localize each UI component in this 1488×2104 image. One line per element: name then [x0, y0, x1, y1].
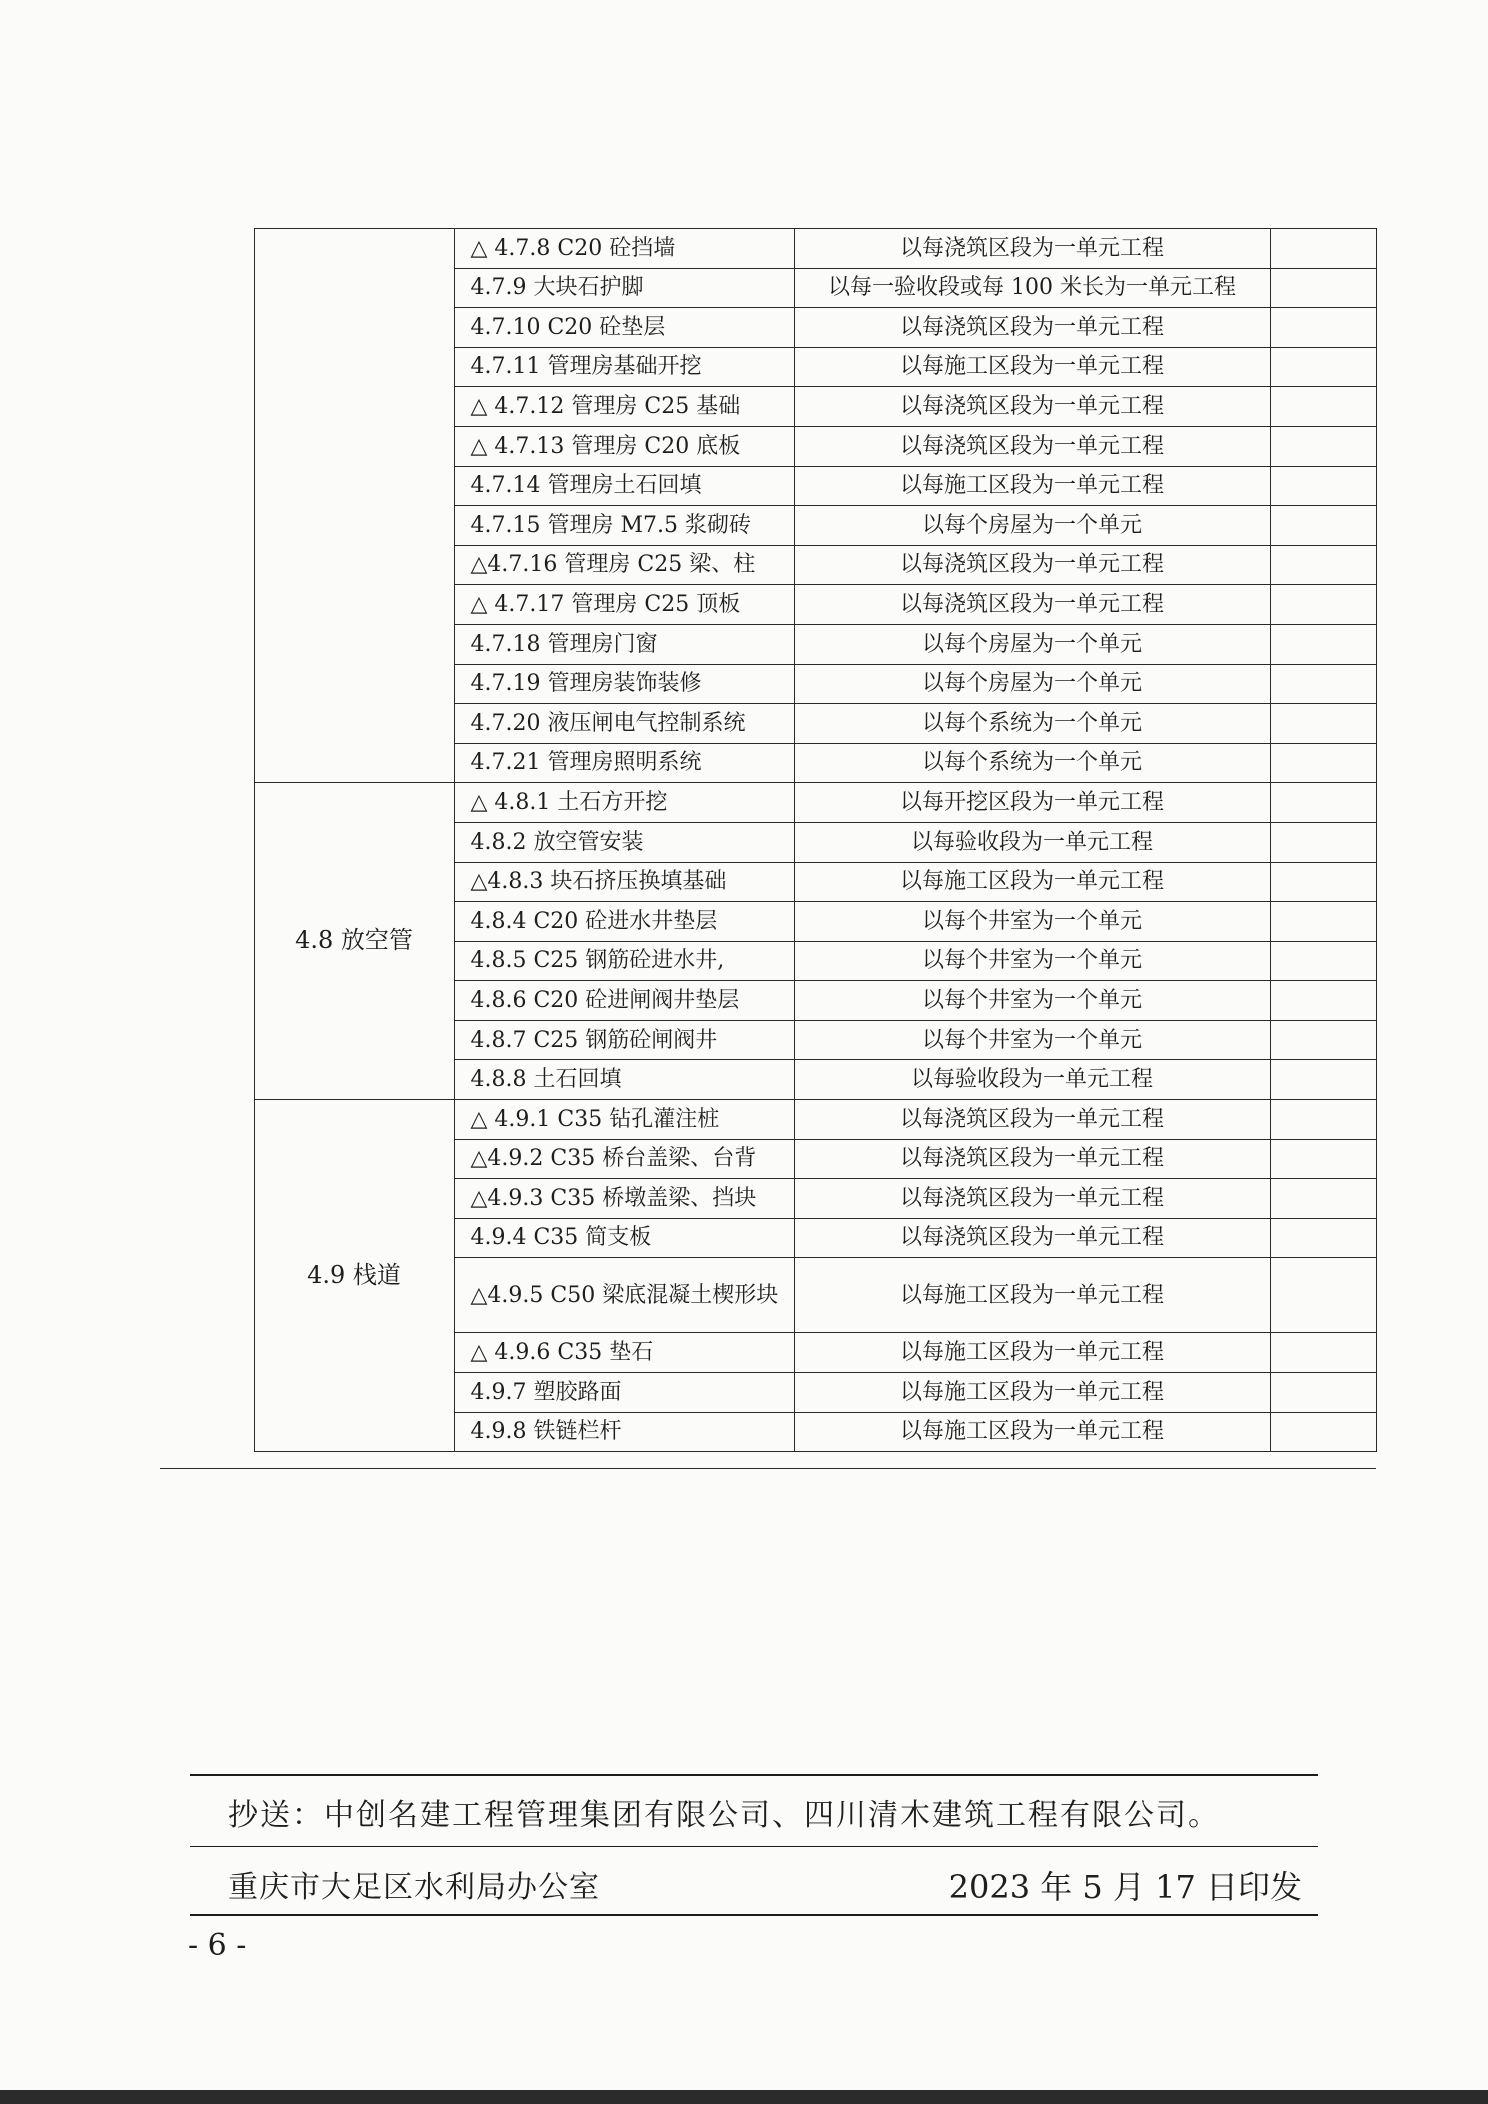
remarks-cell	[1270, 783, 1376, 823]
table-bottom-border	[160, 1468, 1376, 1469]
item-name-cell: 4.7.19 管理房装饰装修	[454, 664, 794, 704]
remarks-cell	[1270, 506, 1376, 546]
unit-division-cell: 以每浇筑区段为一单元工程	[794, 387, 1270, 427]
remarks-cell	[1270, 902, 1376, 942]
item-name-cell: 4.7.15 管理房 M7.5 浆砌砖	[454, 506, 794, 546]
item-name-cell: 4.8.7 C25 钢筋砼闸阀井	[454, 1020, 794, 1060]
remarks-cell	[1270, 862, 1376, 902]
unit-division-cell: 以每开挖区段为一单元工程	[794, 783, 1270, 823]
remarks-cell	[1270, 1139, 1376, 1179]
footer-bottom-rule	[190, 1914, 1318, 1916]
item-name-cell: 4.8.8 土石回填	[454, 1060, 794, 1100]
unit-division-cell: 以每个系统为一个单元	[794, 743, 1270, 783]
unit-division-cell: 以每施工区段为一单元工程	[794, 347, 1270, 387]
unit-division-cell: 以每个井室为一个单元	[794, 941, 1270, 981]
remarks-cell	[1270, 664, 1376, 704]
unit-division-cell: 以每个房屋为一个单元	[794, 664, 1270, 704]
group-label-cell	[254, 229, 454, 783]
item-name-cell: 4.7.14 管理房土石回填	[454, 466, 794, 506]
remarks-cell	[1270, 624, 1376, 664]
item-name-cell: △ 4.9.1 C35 钻孔灌注桩	[454, 1100, 794, 1140]
footer-top-rule	[190, 1774, 1318, 1776]
item-name-cell: 4.7.10 C20 砼垫层	[454, 308, 794, 348]
item-name-cell: △ 4.7.13 管理房 C20 底板	[454, 426, 794, 466]
issuing-office: 重庆市大足区水利局办公室	[228, 1870, 600, 1905]
unit-division-cell: 以每个井室为一个单元	[794, 1020, 1270, 1060]
remarks-cell	[1270, 347, 1376, 387]
remarks-cell	[1270, 1333, 1376, 1373]
unit-division-cell: 以每个井室为一个单元	[794, 902, 1270, 942]
remarks-cell	[1270, 1412, 1376, 1452]
remarks-cell	[1270, 1100, 1376, 1140]
remarks-cell	[1270, 1373, 1376, 1413]
item-name-cell: △ 4.7.12 管理房 C25 基础	[454, 387, 794, 427]
remarks-cell	[1270, 387, 1376, 427]
remarks-cell	[1270, 585, 1376, 625]
remarks-cell	[1270, 1218, 1376, 1258]
unit-division-cell: 以每浇筑区段为一单元工程	[794, 308, 1270, 348]
item-name-cell: △ 4.7.8 C20 砼挡墙	[454, 229, 794, 269]
unit-division-cell: 以每施工区段为一单元工程	[794, 466, 1270, 506]
unit-division-cell: 以每个系统为一个单元	[794, 704, 1270, 744]
unit-division-cell: 以每一验收段或每 100 米长为一单元工程	[794, 268, 1270, 308]
remarks-cell	[1270, 981, 1376, 1021]
unit-division-cell: 以每浇筑区段为一单元工程	[794, 426, 1270, 466]
remarks-cell	[1270, 308, 1376, 348]
unit-division-cell: 以每浇筑区段为一单元工程	[794, 585, 1270, 625]
remarks-cell	[1270, 1020, 1376, 1060]
unit-division-cell: 以每施工区段为一单元工程	[794, 1412, 1270, 1452]
group-label-cell: 4.8 放空管	[254, 783, 454, 1100]
item-name-cell: 4.9.8 铁链栏杆	[454, 1412, 794, 1452]
unit-division-cell: 以每浇筑区段为一单元工程	[794, 545, 1270, 585]
unit-division-cell: 以每浇筑区段为一单元工程	[794, 229, 1270, 269]
item-name-cell: △4.9.5 C50 梁底混凝土楔形块	[454, 1258, 794, 1333]
item-name-cell: △ 4.8.1 土石方开挖	[454, 783, 794, 823]
item-name-cell: 4.7.18 管理房门窗	[454, 624, 794, 664]
unit-division-cell: 以每施工区段为一单元工程	[794, 862, 1270, 902]
item-name-cell: 4.7.21 管理房照明系统	[454, 743, 794, 783]
remarks-cell	[1270, 1258, 1376, 1333]
remarks-cell	[1270, 229, 1376, 269]
item-name-cell: 4.8.4 C20 砼进水井垫层	[454, 902, 794, 942]
remarks-cell	[1270, 1060, 1376, 1100]
item-name-cell: 4.7.11 管理房基础开挖	[454, 347, 794, 387]
remarks-cell	[1270, 704, 1376, 744]
item-name-cell: 4.7.9 大块石护脚	[454, 268, 794, 308]
scan-edge	[0, 2090, 1488, 2104]
table-row	[160, 783, 1376, 823]
item-name-cell: 4.7.20 液压闸电气控制系统	[454, 704, 794, 744]
unit-division-cell: 以每个井室为一个单元	[794, 981, 1270, 1021]
unit-division-cell: 以每个房屋为一个单元	[794, 624, 1270, 664]
unit-project-table	[160, 228, 1377, 1452]
table-left-margin-cell	[160, 229, 254, 1452]
remarks-cell	[1270, 1179, 1376, 1219]
issue-date: 2023 年 5 月 17 日印发	[948, 1868, 1302, 1906]
item-name-cell: △4.7.16 管理房 C25 梁、柱	[454, 545, 794, 585]
table-row	[160, 1100, 1376, 1140]
item-name-cell: △4.9.2 C35 桥台盖梁、台背	[454, 1139, 794, 1179]
unit-division-cell: 以每浇筑区段为一单元工程	[794, 1139, 1270, 1179]
unit-division-cell: 以每施工区段为一单元工程	[794, 1333, 1270, 1373]
unit-division-cell: 以每浇筑区段为一单元工程	[794, 1179, 1270, 1219]
unit-division-cell: 以每施工区段为一单元工程	[794, 1258, 1270, 1333]
item-name-cell: 4.8.5 C25 钢筋砼进水井,	[454, 941, 794, 981]
unit-division-cell: 以每浇筑区段为一单元工程	[794, 1100, 1270, 1140]
remarks-cell	[1270, 822, 1376, 862]
item-name-cell: △4.9.3 C35 桥墩盖梁、挡块	[454, 1179, 794, 1219]
unit-division-cell: 以每个房屋为一个单元	[794, 506, 1270, 546]
table-row	[160, 229, 1376, 269]
item-name-cell: 4.8.6 C20 砼进闸阀井垫层	[454, 981, 794, 1021]
remarks-cell	[1270, 268, 1376, 308]
unit-division-cell: 以每验收段为一单元工程	[794, 822, 1270, 862]
unit-division-cell: 以每施工区段为一单元工程	[794, 1373, 1270, 1413]
remarks-cell	[1270, 545, 1376, 585]
item-name-cell: △ 4.9.6 C35 垫石	[454, 1333, 794, 1373]
item-name-cell: 4.8.2 放空管安装	[454, 822, 794, 862]
cc-recipients: 抄送：中创名建工程管理集团有限公司、四川清木建筑工程有限公司。	[228, 1798, 1220, 1833]
page-number: - 6 -	[188, 1928, 247, 1963]
remarks-cell	[1270, 941, 1376, 981]
unit-division-cell: 以每浇筑区段为一单元工程	[794, 1218, 1270, 1258]
remarks-cell	[1270, 743, 1376, 783]
group-label-cell: 4.9 栈道	[254, 1100, 454, 1452]
remarks-cell	[1270, 466, 1376, 506]
remarks-cell	[1270, 426, 1376, 466]
item-name-cell: △4.8.3 块石挤压换填基础	[454, 862, 794, 902]
item-name-cell: 4.9.4 C35 简支板	[454, 1218, 794, 1258]
unit-division-cell: 以每验收段为一单元工程	[794, 1060, 1270, 1100]
item-name-cell: △ 4.7.17 管理房 C25 顶板	[454, 585, 794, 625]
item-name-cell: 4.9.7 塑胶路面	[454, 1373, 794, 1413]
footer-middle-rule	[190, 1846, 1318, 1847]
